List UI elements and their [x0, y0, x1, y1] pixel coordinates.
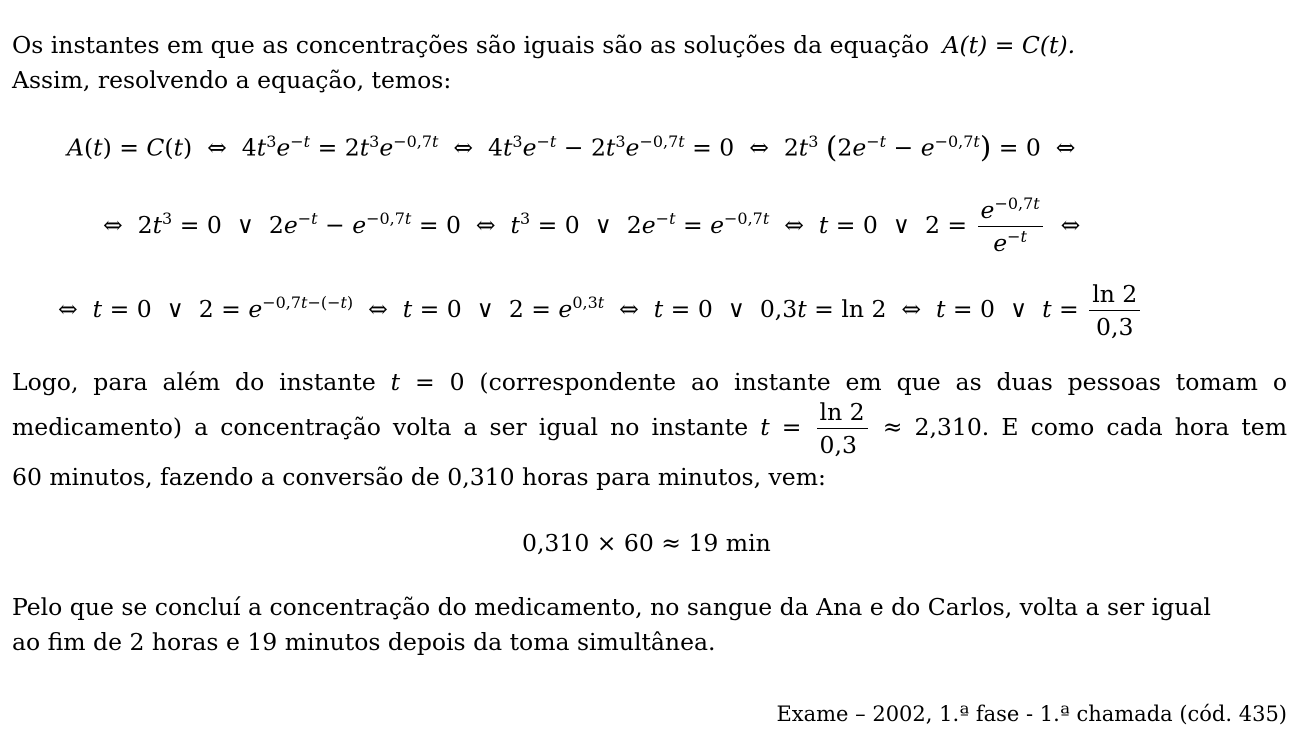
- intro-line-1-math: A(t) = C(t).: [942, 31, 1076, 59]
- equation-row-2: ⇔ $2t^3 = 0$ ∨ $2e^{-t} - e^{-0,7t} = 0$ ⇔ $t^3 = 0$ ∨ $2e^{-t} = e^{-0,7t}$ ⇔ t = 0 ∨ 2 = $\frac{e^{-0,7t}}{e^{-t}}$ ⇔: [103, 194, 1081, 257]
- intro-line-1: [12, 31, 1076, 59]
- intro-line-2: Assim, resolvendo a equação, temos:: [12, 66, 452, 94]
- equation-row-1: A(t) = C(t) ⇔ $4t^3e^{-t} = 2t^3e^{-0,7t}$ ⇔ $4t^3e^{-t} - 2t^3e^{-0,7t} = 0$ ⇔ $2t^3$ $(2e^{-t} - e^{-0,7t}) = 0$ ⇔: [67, 130, 1076, 164]
- intro-line-1-text: Os instantes em que as concentrações são iguais são as soluções da equação: [12, 31, 930, 59]
- conclusion-line-1: Logo, para além do instante t = 0 (correspondente ao instante em que as duas pessoas tomam o: [12, 368, 1287, 396]
- final-line-1: Pelo que se concluí a concentração do medicamento, no sangue da Ana e do Carlos, volta a ser igual: [12, 593, 1211, 621]
- equation-row-3: ⇔ t = 0 ∨ $2 = e^{-0,7t-(-t)}$ ⇔ t = 0 ∨ $2 = e^{0,3t}$ ⇔ t = 0 ∨ 0,3t = ln 2 ⇔ t = 0 ∨ t = $\frac{\ln 2}{0,3}$: [58, 280, 1143, 341]
- final-line-2: ao fim de 2 horas e 19 minutos depois da toma simultânea.: [12, 628, 716, 656]
- conclusion-line-2: medicamento) a concentração volta a ser igual no instante t = $\frac{\ln 2}{0,3}$ ≈ 2,310. E como cada hora tem: [12, 398, 1287, 459]
- fraction-ln2-over-03-inline: $\frac{\ln 2}{0,3}$: [817, 398, 868, 459]
- fraction-ln2-over-03: $\frac{\ln 2}{0,3}$: [1089, 280, 1140, 341]
- exam-source: Exame – 2002, 1.ª fase - 1.ª chamada (cód. 435): [776, 702, 1287, 726]
- fraction-exp-ratio: $\frac{e^{-0,7t}}{e^{-t}}$: [978, 196, 1043, 257]
- conclusion-line-3: 60 minutos, fazendo a conversão de 0,310 horas para minutos, vem:: [12, 463, 826, 491]
- minutes-calculation: 0,310 × 60 ≈ 19 min: [522, 529, 771, 557]
